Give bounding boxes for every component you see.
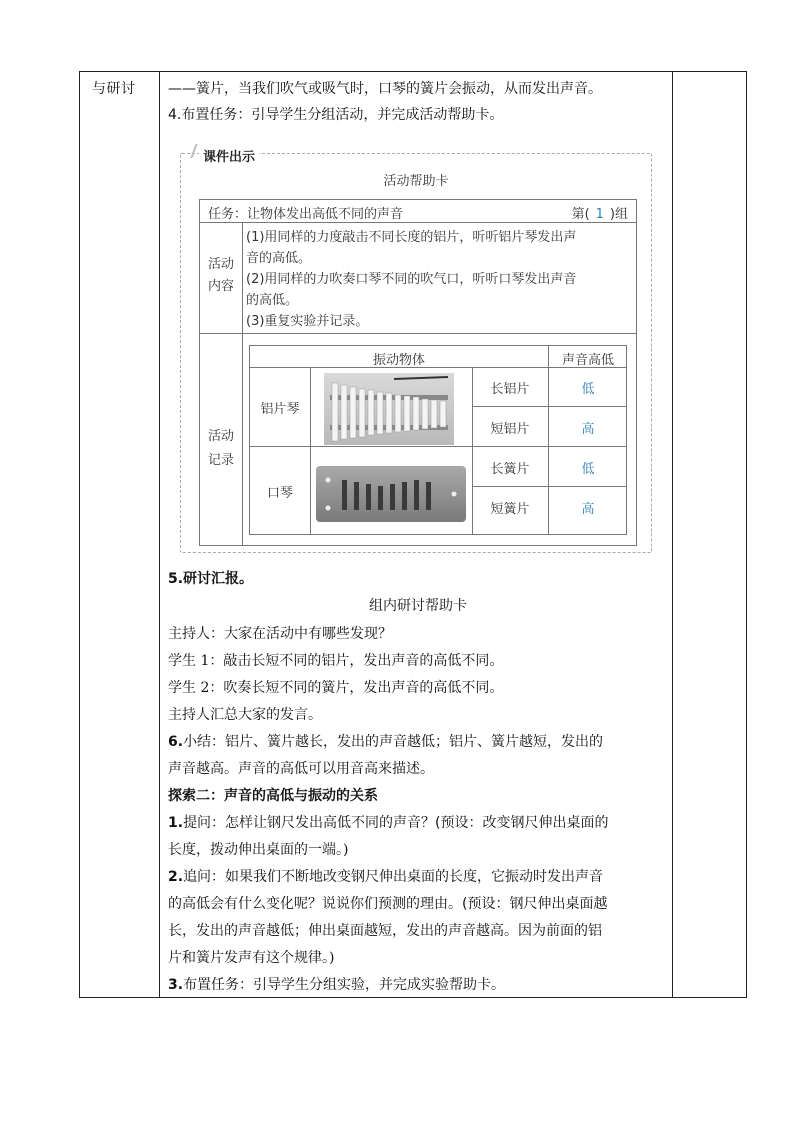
explore-2-heading: 探索二：声音的高低与振动的关系 [168, 788, 378, 804]
discussion-card-title: 组内研讨帮助卡 [369, 598, 467, 614]
record-col-line [310, 367, 311, 534]
question-2-line-3: 长，发出的声音越低；伸出桌面越短，发出的声音越高。因为前面的铝 [168, 923, 602, 939]
activity-line: 的高低。 [246, 293, 299, 308]
activity-line: (2)用同样的力吹奏口琴不同的吹气口，听听口琴发出声音 [246, 272, 577, 287]
pitch-long-reed: 低 [581, 462, 595, 477]
pitch-short-reed: 高 [581, 502, 595, 517]
group-prefix: 第( [571, 207, 590, 222]
summary-text-1: 小结：铝片、簧片越长，发出的声音越低；铝片、簧片越短，发出的 [183, 734, 604, 750]
activity-card-title: 活动帮助卡 [383, 174, 449, 189]
group-number: 1 [595, 207, 604, 222]
header-object: 振动物体 [372, 353, 425, 368]
question-2-text: 追问：如果我们不断地改变钢尺伸出桌面的长度，它振动时发出声音 [183, 869, 604, 885]
question-1-line-1 [168, 812, 609, 832]
pitch-short-aluminum: 高 [581, 422, 595, 437]
question-2-line-4: 片和簧片发声有这个规律。) [168, 950, 335, 966]
card-task-row [200, 200, 636, 223]
activity-line: 音的高低。 [246, 251, 312, 266]
lesson-table [79, 71, 747, 998]
host-question: 主持人：大家在活动中有哪些发现？ [168, 626, 392, 642]
part-long-reed: 长簧片 [490, 462, 530, 477]
part-long-aluminum: 长铝片 [490, 382, 530, 397]
card-group [572, 203, 628, 222]
question-1-line-2: 长度，拨动伸出桌面的一端。) [168, 842, 349, 858]
question-1-number: 1. [168, 815, 184, 831]
question-2-line-1 [168, 866, 603, 886]
courseware-box [180, 150, 652, 553]
activity-content-label-2: 内容 [207, 279, 234, 294]
record-row-line [472, 486, 626, 487]
host-summary: 主持人汇总大家的发言。 [168, 707, 322, 723]
question-3-number: 3. [168, 977, 184, 993]
harmonica-photo [316, 466, 466, 522]
card-col-divider [242, 222, 243, 545]
activity-line: (1)用同样的力度敲击不同长度的铝片，听听铝片琴发出声 [246, 230, 577, 245]
record-table [249, 345, 627, 535]
activity-record-label-1: 活动 [207, 429, 234, 444]
column-divider-left [159, 72, 160, 997]
reed-explanation-line: ——簧片，当我们吹气或吸气时，口琴的簧片会振动，从而发出声音。 [168, 81, 602, 97]
activity-record-label-2: 记录 [207, 453, 234, 468]
record-row-line [472, 406, 626, 407]
student-1-answer: 学生 1：敲击长短不同的铝片，发出声音的高低不同。 [168, 653, 504, 669]
pitch-long-aluminum: 低 [581, 382, 595, 397]
instrument-xylophone: 铝片琴 [260, 402, 300, 417]
left-cell-label: 与研讨 [92, 81, 136, 97]
part-short-reed: 短簧片 [490, 502, 530, 517]
task-assignment-line: 4.布置任务：引导学生分组活动，并完成活动帮助卡。 [168, 107, 504, 123]
instrument-harmonica: 口琴 [266, 486, 293, 501]
question-3-text: 布置任务：引导学生分组实验，并完成实验帮助卡。 [183, 977, 506, 993]
group-suffix: )组 [609, 207, 628, 222]
question-3-line [168, 974, 505, 994]
summary-line-1 [168, 731, 603, 751]
summary-number: 6. [168, 734, 184, 750]
question-2-line-2: 的高低会有什么变化呢？说说你们预测的理由。(预设：钢尺伸出桌面越 [168, 896, 608, 912]
column-divider-right [672, 72, 673, 997]
xylophone-photo [324, 373, 454, 445]
card-task: 任务：让物体发出高低不同的声音 [208, 207, 404, 222]
card-row-divider [200, 333, 636, 334]
activity-card [199, 199, 637, 546]
part-short-aluminum: 短铝片 [490, 422, 530, 437]
report-heading: 5.研讨汇报。 [168, 571, 254, 587]
question-2-number: 2. [168, 869, 184, 885]
question-1-text: 提问：怎样让钢尺发出高低不同的声音？(预设：改变钢尺伸出桌面的 [183, 815, 609, 831]
student-2-answer: 学生 2：吹奏长短不同的簧片，发出声音的高低不同。 [168, 680, 504, 696]
header-pitch: 声音高低 [561, 353, 614, 368]
record-row-line [250, 446, 626, 447]
summary-line-2: 声音越高。声音的高低可以用音高来描述。 [168, 761, 434, 777]
activity-content-label-1: 活动 [207, 257, 234, 272]
activity-line: (3)重复实验并记录。 [246, 314, 369, 329]
courseware-tag: 课件出示 [199, 146, 259, 165]
